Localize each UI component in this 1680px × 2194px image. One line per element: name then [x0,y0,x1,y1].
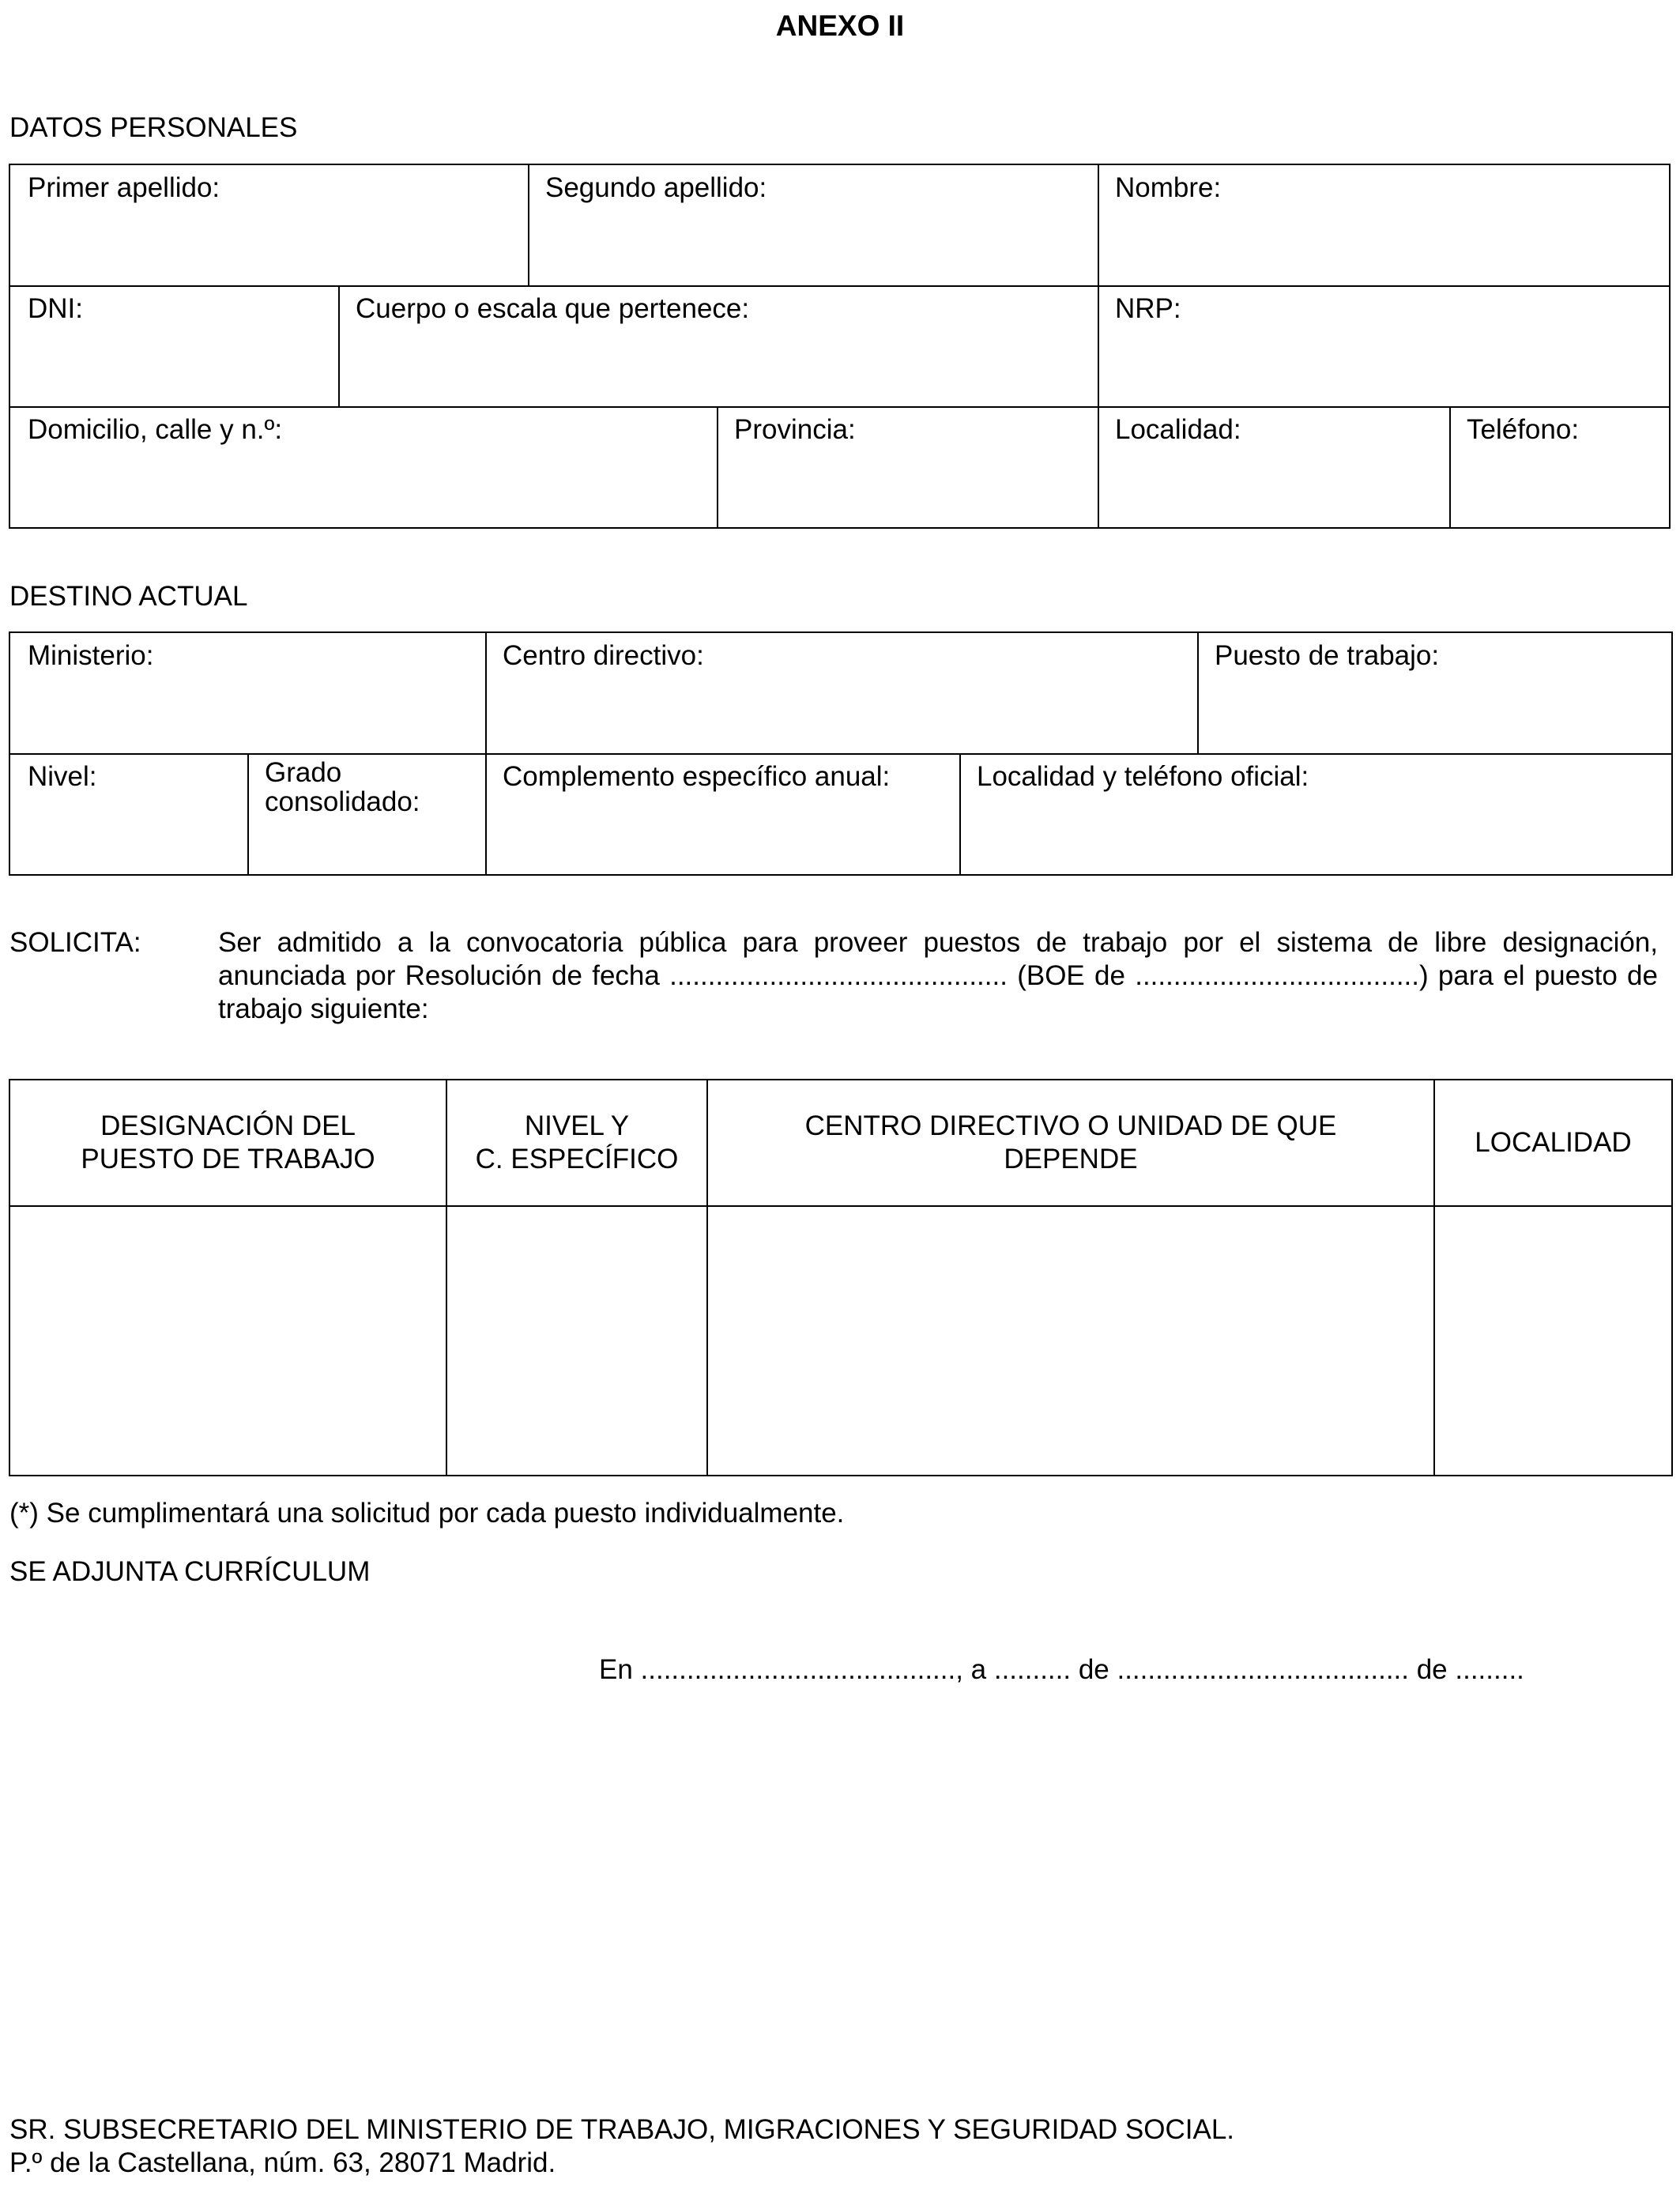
centro-directivo-input-cell[interactable] [708,1207,1433,1476]
footer-addressee: SR. SUBSECRETARIO DEL MINISTERIO DE TRABAJO, MIGRACIONES Y SEGURIDAD SOCIAL. [9,2114,1235,2145]
column-divider [1098,165,1099,285]
row-divider [10,406,1669,408]
document-title: ANEXO II [775,9,905,42]
note-text: (*) Se cumplimentará una solicitud por cada puesto individualmente. [9,1498,845,1529]
domicilio-field[interactable]: Domicilio, calle y n.º: [28,414,283,445]
datos-personales-heading: DATOS PERSONALES [9,112,298,143]
solicita-label: SOLICITA: [9,927,141,958]
column-divider [247,753,249,876]
segundo-apellido-field[interactable]: Segundo apellido: [545,172,767,203]
puesto-table [9,1079,1673,1476]
localidad-input-cell[interactable] [1435,1207,1671,1476]
solicita-text: Ser admitido a la convocatoria pública para proveer puestos de trabajo por el sistema de libre designación, anunciada por Resolución de fecha ............................................ (BOE de .....................................) para el puesto de trabajo siguiente: [218,927,1658,1024]
nivel-input-cell[interactable] [447,1207,706,1476]
header-localidad: LOCALIDAD [1475,1127,1632,1158]
header-designacion: DESIGNACIÓN DEL PUESTO DE TRABAJO [81,1110,375,1174]
column-divider [485,633,487,753]
ministerio-field[interactable]: Ministerio: [28,640,154,671]
complemento-especifico-field[interactable]: Complemento específico anual: [503,761,891,792]
column-divider [959,753,961,876]
datos-personales-form [9,164,1671,529]
column-divider [717,406,718,529]
telefono-field[interactable]: Teléfono: [1467,414,1580,445]
provincia-field[interactable]: Provincia: [734,414,856,445]
footer-address: P.º de la Castellana, núm. 63, 28071 Madrid. [9,2147,556,2178]
adjunta-curriculum: SE ADJUNTA CURRÍCULUM [9,1556,371,1587]
destino-actual-heading: DESTINO ACTUAL [9,581,248,612]
date-line: En ........................................., a .......... de ...................................... de ......... [599,1654,1524,1685]
row-divider [10,285,1669,287]
column-divider [1098,285,1099,406]
column-divider [485,753,487,876]
cuerpo-escala-field[interactable]: Cuerpo o escala que pertenece: [356,293,750,324]
primer-apellido-field[interactable]: Primer apellido: [28,172,220,203]
nivel-field[interactable]: Nivel: [28,761,97,792]
column-divider [1449,406,1451,529]
centro-directivo-field[interactable]: Centro directivo: [503,640,704,671]
localidad-telefono-oficial-field[interactable]: Localidad y teléfono oficial: [977,761,1309,792]
dni-field[interactable]: DNI: [28,293,83,324]
row-divider [10,753,1671,755]
nrp-field[interactable]: NRP: [1115,293,1181,324]
header-centro-directivo: CENTRO DIRECTIVO O UNIDAD DE QUE DEPENDE [804,1110,1337,1174]
column-divider [1098,406,1099,529]
puesto-trabajo-field[interactable]: Puesto de trabajo: [1215,640,1440,671]
designacion-input-cell[interactable] [10,1207,446,1476]
column-divider [528,165,529,285]
localidad-field[interactable]: Localidad: [1115,414,1241,445]
nombre-field[interactable]: Nombre: [1115,172,1222,203]
destino-actual-form [9,631,1673,876]
column-divider [338,285,340,406]
header-nivel: NIVEL Y C. ESPECÍFICO [475,1110,679,1174]
grado-consolidado-field[interactable]: Grado consolidado: [265,757,420,817]
column-divider [1197,633,1199,753]
